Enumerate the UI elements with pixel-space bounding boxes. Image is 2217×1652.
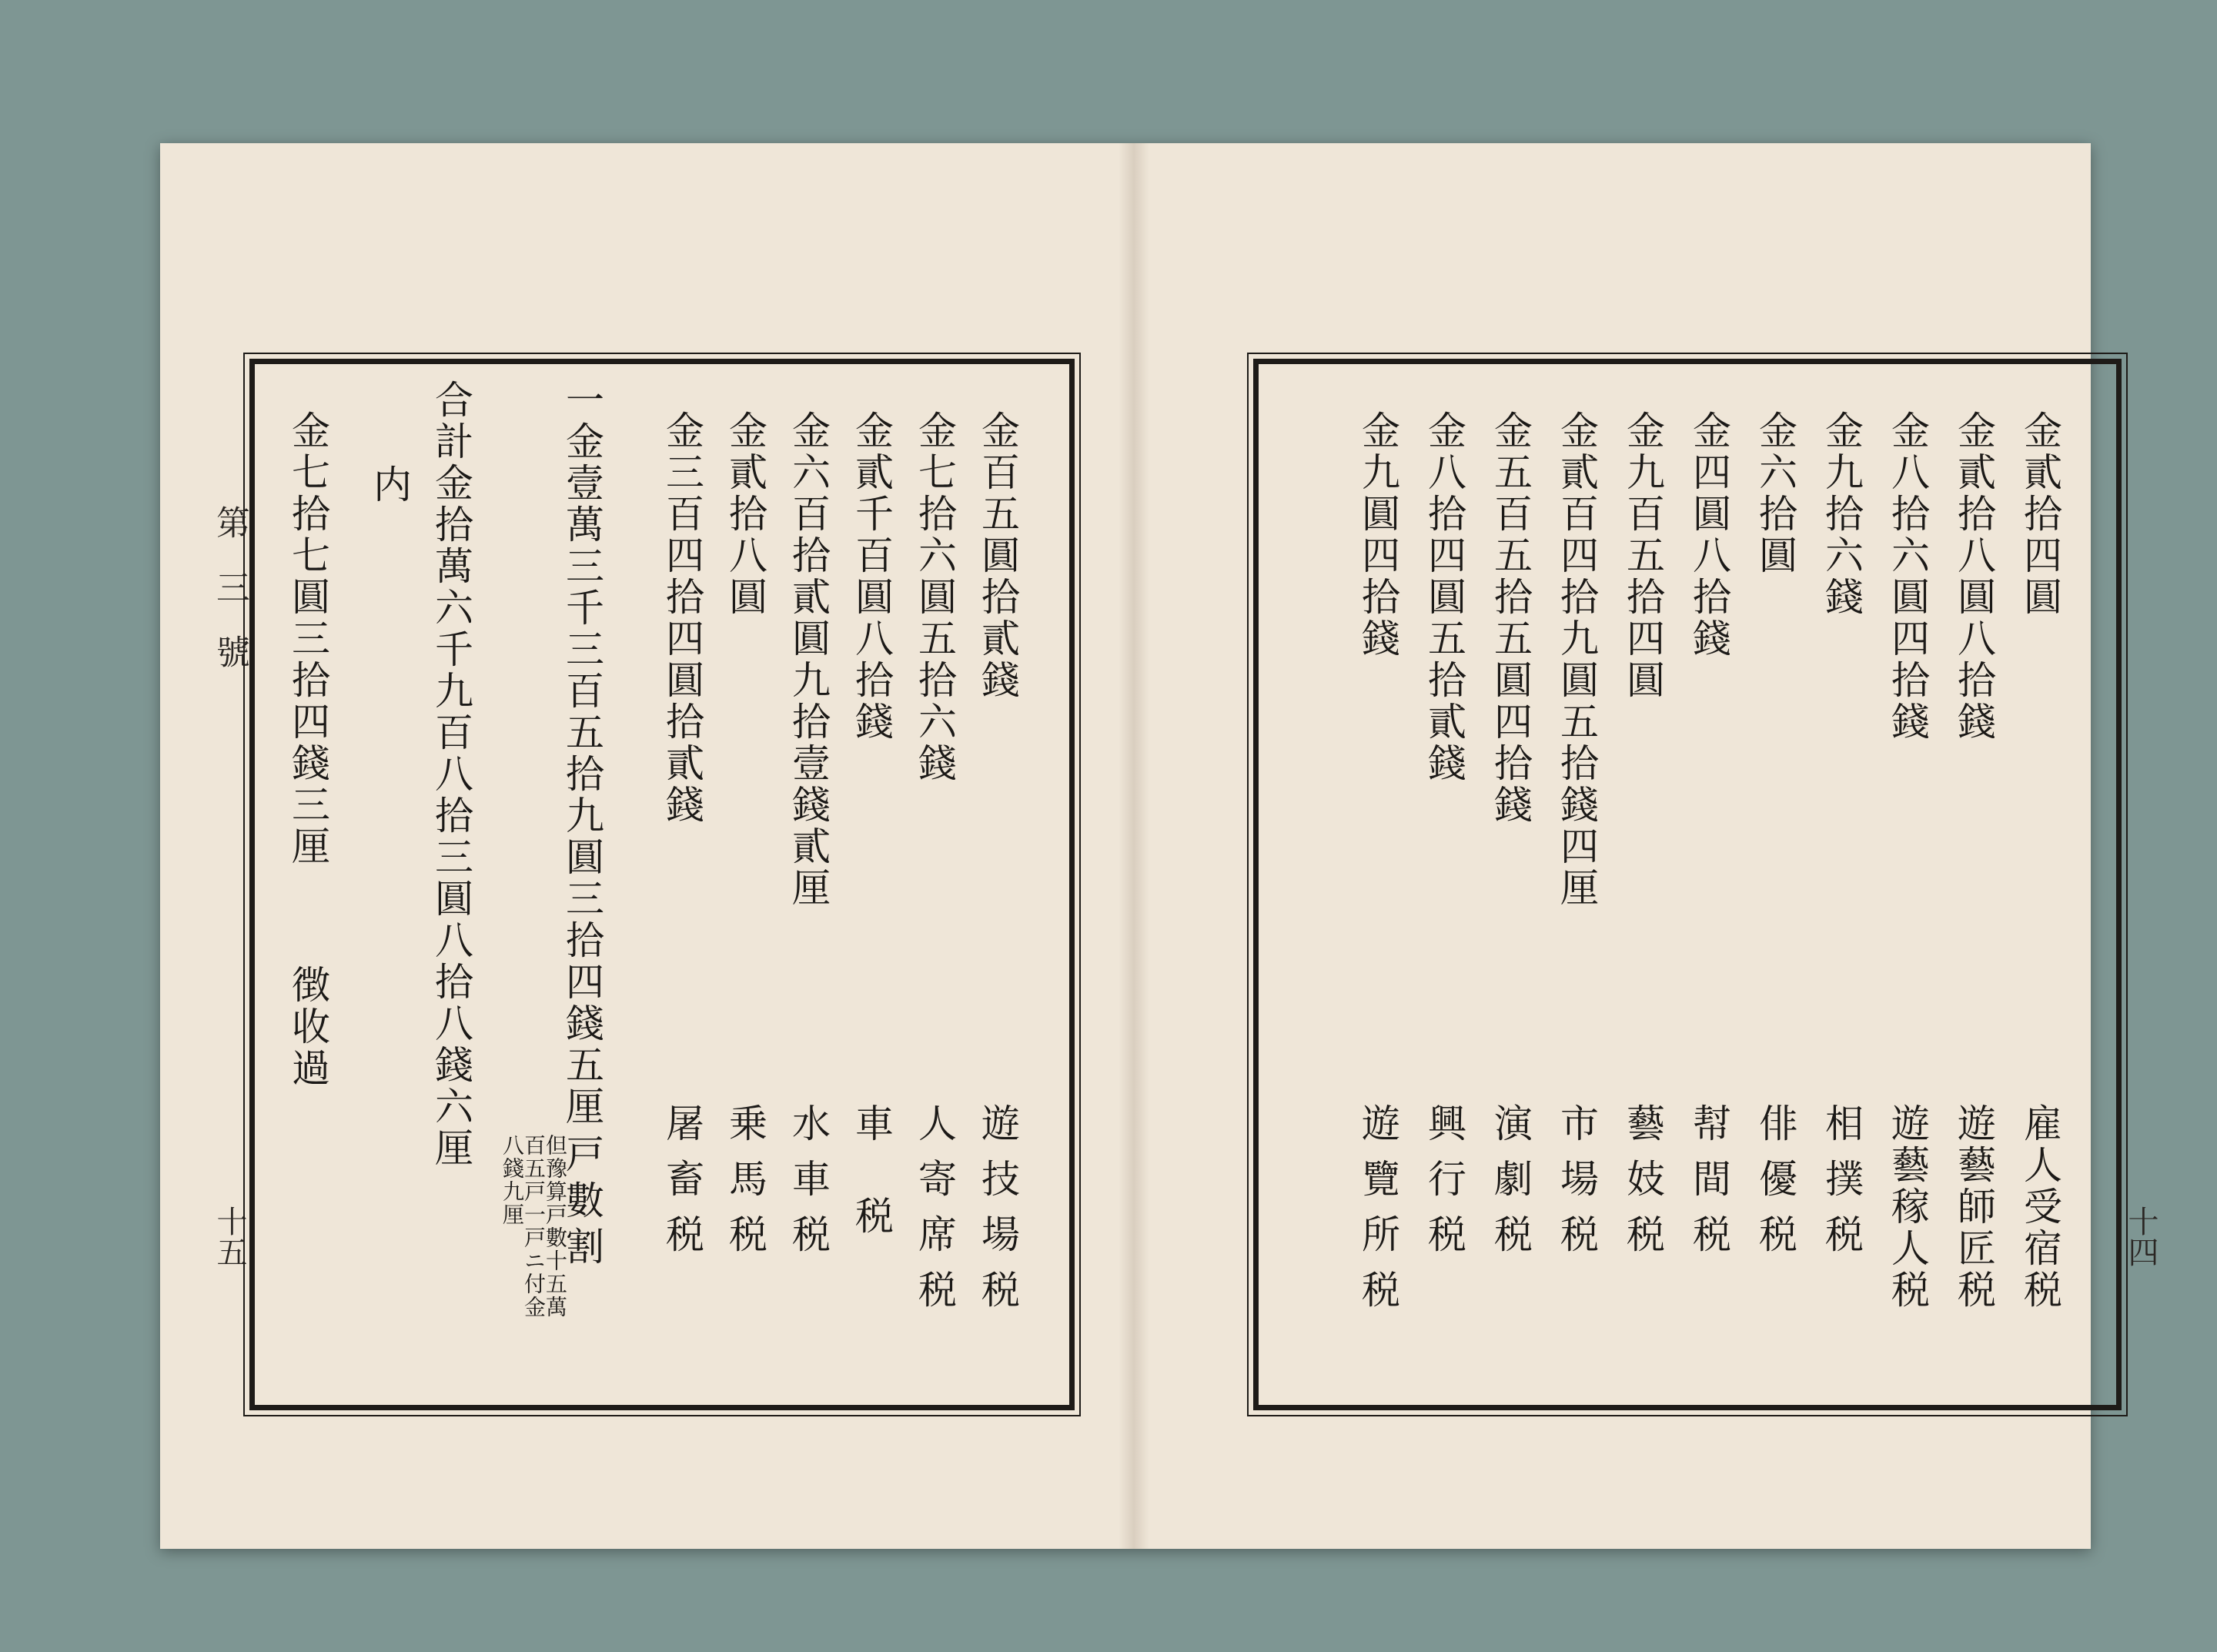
breakdown-label: 内 [367, 464, 412, 506]
right-entry-8-amount: 金貳百四拾九圓五拾錢四厘 [1554, 410, 1599, 909]
grand-total: 合計金拾萬六千九百八拾三圓八拾八錢六厘 [429, 380, 473, 1169]
right-entry-3-amount: 金八拾六圓四拾錢 [1885, 410, 1930, 743]
left-entry-2-amount: 金七拾六圓五拾六錢 [912, 410, 957, 784]
right-entry-7-tax: 藝妓税 [1620, 1103, 1665, 1269]
right-entry-9-amount: 金五百五拾五圓四拾錢 [1488, 410, 1533, 826]
left-page-frame [249, 359, 1075, 1410]
left-entry-1-tax: 遊技場税 [975, 1103, 1020, 1325]
left-entry-3-tax: 車税 [849, 1103, 894, 1288]
left-page-number: 十五 [212, 1206, 247, 1267]
allocation-amount: 一金壹萬三千三百五拾九圓三拾四錢五厘 [560, 380, 604, 1128]
right-entry-2-amount: 金貳拾八圓八拾錢 [1951, 410, 1996, 743]
right-entry-6-amount: 金四圓八拾錢 [1687, 410, 1731, 660]
right-entry-6-tax: 幇間税 [1687, 1103, 1731, 1269]
right-entry-5-tax: 俳優税 [1753, 1103, 1797, 1269]
left-entry-4-tax: 水車税 [786, 1103, 831, 1269]
right-entry-2-tax: 遊藝師匠税 [1951, 1103, 1996, 1311]
book-gutter [1119, 143, 1149, 1549]
right-entry-10-tax: 興行税 [1422, 1103, 1466, 1269]
left-entry-5-tax: 乗馬税 [723, 1103, 767, 1269]
right-entry-9-tax: 演劇税 [1488, 1103, 1533, 1269]
right-entry-11-amount: 金九圓四拾錢 [1356, 410, 1400, 660]
right-entry-1-tax: 雇人受宿税 [2018, 1103, 2062, 1311]
left-entry-4-amount: 金六百拾貳圓九拾壹錢貳厘 [786, 410, 831, 909]
right-entry-5-amount: 金六拾圓 [1753, 410, 1797, 577]
left-entry-6-tax: 屠畜税 [660, 1103, 704, 1269]
left-entry-6-amount: 金三百四拾四圓拾貳錢 [660, 410, 704, 826]
right-entry-4-amount: 金九拾六錢 [1819, 410, 1864, 618]
collected-label: 徴收過 [286, 965, 330, 1089]
left-entry-1-amount: 金百五圓拾貳錢 [975, 410, 1020, 701]
right-entry-11-tax: 遊覽所税 [1356, 1103, 1400, 1325]
right-page-frame [1253, 359, 2122, 1410]
right-page-number: 十四 [2123, 1206, 2158, 1267]
allocation-note: 但豫算戸數十五萬百五戸一戸ニ付金八錢九厘 [500, 1134, 568, 1319]
collected-amount: 金七拾七圓三拾四錢三厘 [286, 410, 330, 868]
right-entry-8-tax: 市場税 [1554, 1103, 1599, 1269]
left-entry-2-tax: 人寄席税 [912, 1103, 957, 1325]
right-entry-1-amount: 金貳拾四圓 [2018, 410, 2062, 618]
right-entry-3-tax: 遊藝稼人税 [1885, 1103, 1930, 1311]
right-entry-4-tax: 相撲税 [1819, 1103, 1864, 1269]
left-entry-3-amount: 金貳千百圓八拾錢 [849, 410, 894, 743]
right-entry-7-amount: 金九百五拾四圓 [1620, 410, 1665, 701]
right-entry-10-amount: 金八拾四圓五拾貳錢 [1422, 410, 1466, 784]
left-page-header: 第三號 [210, 505, 249, 699]
open-booklet [160, 143, 2158, 1549]
left-entry-5-amount: 金貳拾八圓 [723, 410, 767, 618]
allocation-label: 戸數割 [560, 1134, 604, 1272]
